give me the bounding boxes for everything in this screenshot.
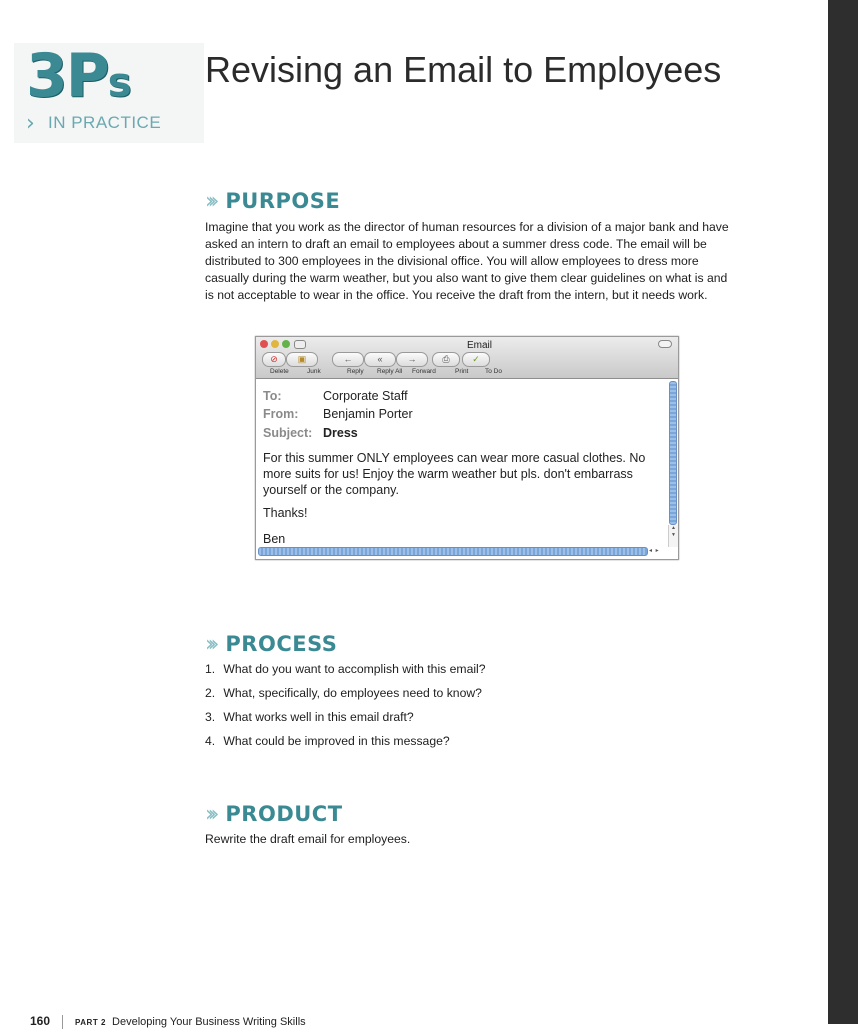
logo-subtitle: IN PRACTICE [48,113,162,132]
to-value: Corporate Staff [323,389,408,403]
todo-check-icon[interactable]: ✓ [462,352,490,367]
forward-icon[interactable]: → [396,352,428,367]
list-item [205,661,486,685]
list-number: 4. [205,734,216,748]
product-text: Rewrite the draft email for employees. [205,832,411,846]
footer-part-title: Developing Your Business Writing Skills [112,1016,306,1028]
purpose-title: PURPOSE [225,189,341,213]
to-label: To: [263,389,282,403]
purpose-heading [205,188,340,214]
junk-label[interactable]: Junk [307,368,321,375]
product-title: PRODUCT [225,802,343,826]
from-label: From: [263,407,299,421]
close-window-button[interactable] [260,340,268,348]
list-item [205,685,486,709]
page-title: Revising an Email to Employees [205,49,722,90]
footer-divider [62,1015,63,1029]
email-toolbar [256,337,678,379]
print-label[interactable]: Print [455,368,469,375]
minimize-window-button[interactable] [271,340,279,348]
junk-icon[interactable]: ▣ [286,352,318,367]
hscroll-arrows-icon[interactable]: ◂ ▸ [649,548,660,554]
process-title: PROCESS [225,632,338,656]
process-list [205,661,486,757]
subject-label: Subject: [263,426,313,440]
email-body-text: For this summer ONLY employees can wear more casual clothes. No more suits for us! Enjoy the warm weather but pls. don't embarrass yourself or the company. [263,451,646,497]
delete-icon[interactable]: ⊘ [262,352,286,367]
list-text: What do you want to accomplish with this email? [223,662,486,676]
list-number: 3. [205,710,216,724]
triple-chevron-icon: ››› [205,188,214,214]
reply-label[interactable]: Reply [347,368,364,375]
vertical-scrollbar[interactable] [669,381,677,525]
list-text: What could be improved in this message? [223,734,450,748]
footer-part: PART 2 [75,1018,106,1027]
to-row [263,388,408,404]
forward-label[interactable]: Forward [412,368,436,375]
toolbar-pill-button[interactable] [658,340,672,348]
logo-3ps [26,41,132,111]
delete-label[interactable]: Delete [270,368,289,375]
print-icon[interactable]: ⎙ [432,352,460,367]
scroll-arrows-icon[interactable]: ▲ ▼ [668,525,678,547]
reply-all-label[interactable]: Reply All [377,368,403,375]
product-heading [205,801,343,827]
email-window-title: Email [467,340,493,351]
reply-icon[interactable]: ← [332,352,364,367]
from-row [263,406,413,422]
page-edge-dark-band [828,0,858,1024]
zoom-window-button[interactable] [282,340,290,348]
email-signature: Ben [263,532,286,546]
toolbar-toggle-icon[interactable] [294,340,306,349]
list-item [205,733,486,757]
triple-chevron-icon: ››› [205,631,214,657]
triple-chevron-icon: ››› [205,801,214,827]
list-number: 1. [205,662,216,676]
page-number: 160 [30,1014,51,1028]
page-footer [30,1014,306,1029]
list-text: What, specifically, do employees need to know? [223,686,482,700]
subject-value: Dress [323,426,358,440]
list-item [205,709,486,733]
from-value: Benjamin Porter [323,407,413,421]
process-heading [205,631,337,657]
logo-3p: 3P [26,41,108,111]
reply-all-icon[interactable]: « [364,352,396,367]
list-number: 2. [205,686,216,700]
chevron-right-icon: › [26,111,35,136]
list-text: What works well in this email draft? [223,710,414,724]
todo-label[interactable]: To Do [485,368,502,375]
email-window [255,336,679,560]
horizontal-scrollbar[interactable] [258,547,648,556]
email-thanks: Thanks! [263,506,308,520]
logo-s: s [107,60,132,106]
subject-row [263,425,358,441]
purpose-text: Imagine that you work as the director of human resources for a division of a major bank and have asked an intern to draft an email to employees about a summer dress code. The email will be distributed to 300 employees in the divisional office. You will allow employees to dress more casually during the warm weather, but you also want to give them clear guidelines on what is and is not acceptable to wear in the office. You receive the draft from the intern, but it needs work. [205,220,729,302]
